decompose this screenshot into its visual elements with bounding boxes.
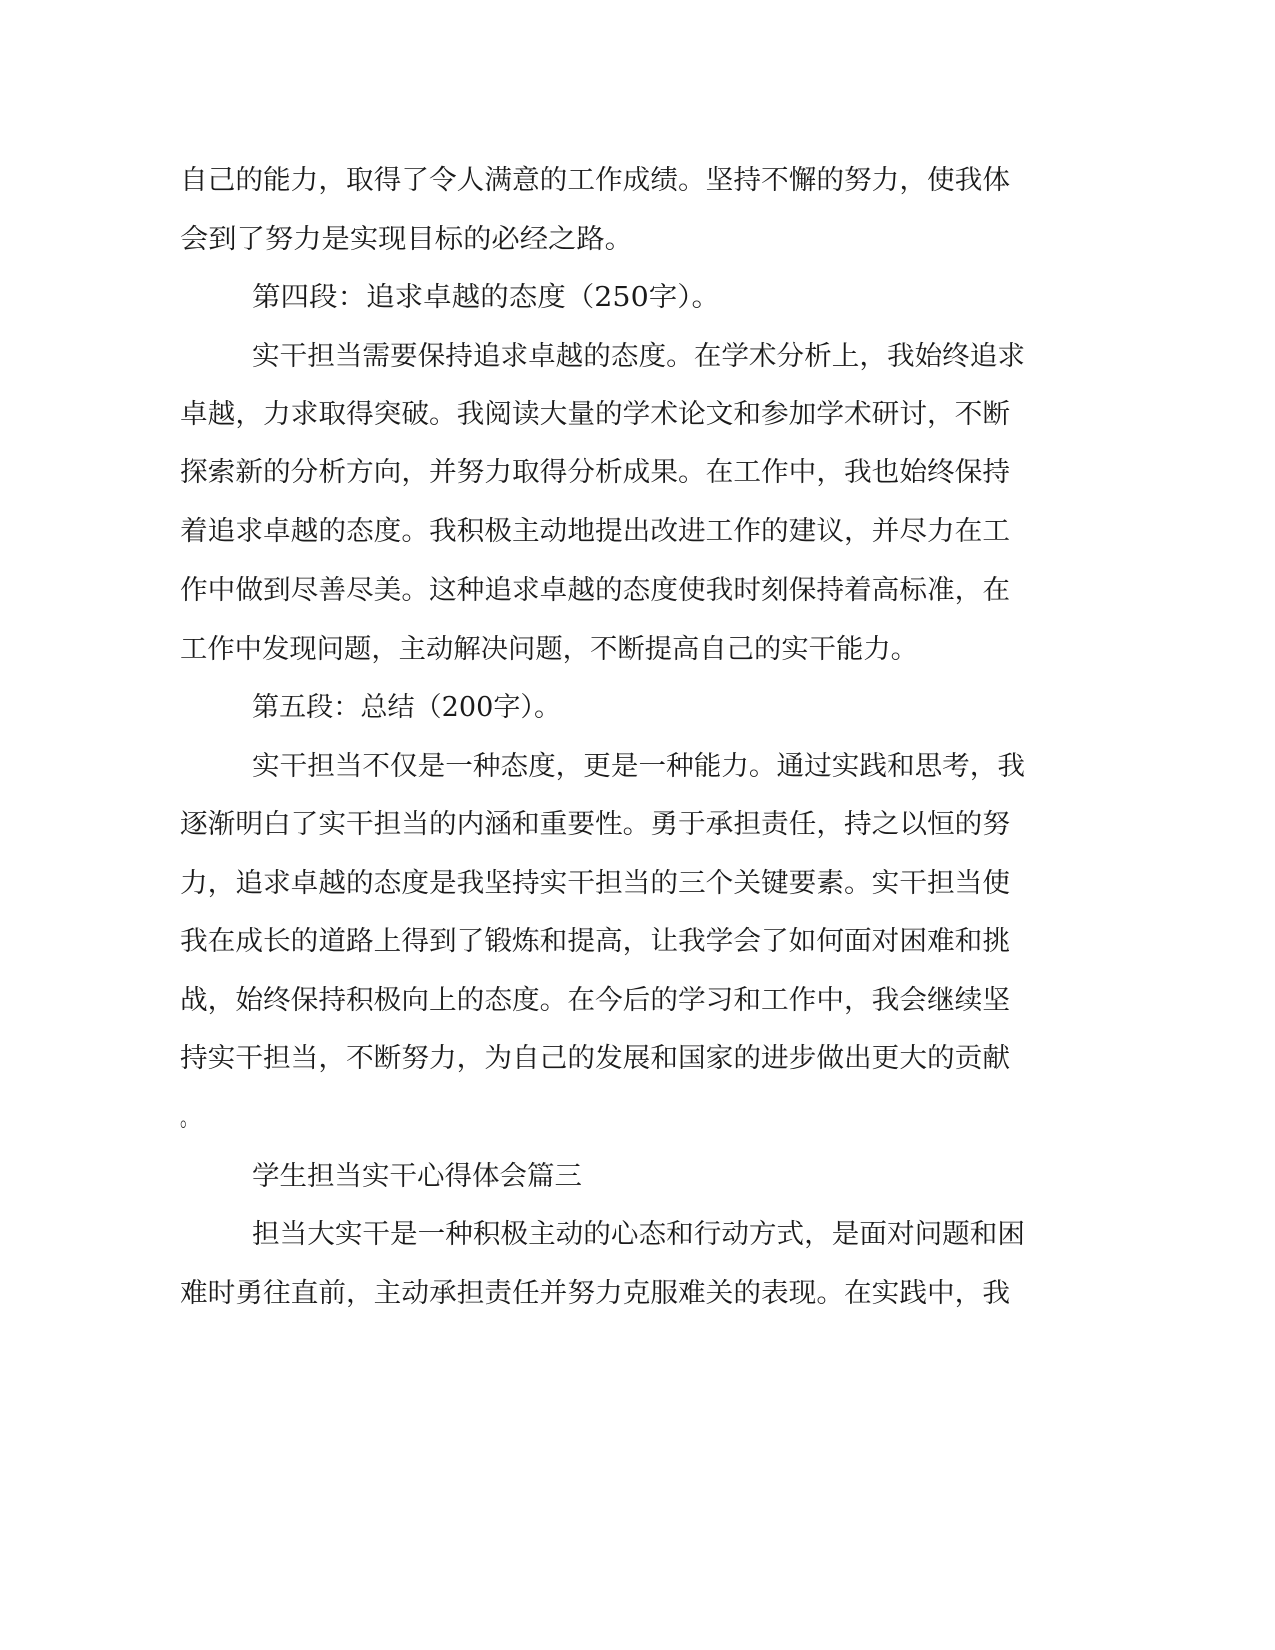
text-line: 着追求卓越的态度。我积极主动地提出改进工作的建议，并尽力在工 bbox=[180, 516, 1010, 547]
text-line: 难时勇往直前，主动承担责任并努力克服难关的表现。在实践中，我 bbox=[180, 1278, 1010, 1309]
text-line: 我在成长的道路上得到了锻炼和提高，让我学会了如何面对困难和挑 bbox=[180, 926, 1010, 957]
text-line: 持实干担当，不断努力，为自己的发展和国家的进步做出更大的贡献 bbox=[180, 1043, 1010, 1074]
text-line: 探索新的分析方向，并努力取得分析成果。在工作中，我也始终保持 bbox=[180, 457, 1010, 488]
text-line: 担当大实干是一种积极主动的心态和行动方式，是面对问题和困 bbox=[252, 1219, 1025, 1250]
text-line: 战，始终保持积极向上的态度。在今后的学习和工作中，我会继续坚 bbox=[180, 985, 1010, 1016]
text-line: 力，追求卓越的态度是我坚持实干担当的三个关键要素。实干担当使 bbox=[180, 868, 1010, 899]
text-line: 会到了努力是实现目标的必经之路。 bbox=[180, 224, 633, 255]
text-line: 工作中发现问题，主动解决问题，不断提高自己的实干能力。 bbox=[180, 634, 918, 665]
text-line: 实干担当不仅是一种态度，更是一种能力。通过实践和思考，我 bbox=[252, 751, 1025, 782]
text-line: 。 bbox=[180, 1102, 198, 1133]
text-line: 逐渐明白了实干担当的内涵和重要性。勇于承担责任，持之以恒的努 bbox=[180, 809, 1010, 840]
text-line: 自己的能力，取得了令人满意的工作成绩。坚持不懈的努力，使我体 bbox=[180, 165, 1010, 196]
section-heading: 第五段：总结（200字）。 bbox=[252, 692, 562, 723]
section-heading: 学生担当实干心得体会篇三 bbox=[252, 1161, 582, 1192]
text-line: 卓越，力求取得突破。我阅读大量的学术论文和参加学术研讨，不断 bbox=[180, 399, 1010, 430]
section-heading: 第四段：追求卓越的态度（250字）。 bbox=[252, 282, 721, 313]
text-line: 实干担当需要保持追求卓越的态度。在学术分析上，我始终追求 bbox=[252, 341, 1025, 372]
text-line: 作中做到尽善尽美。这种追求卓越的态度使我时刻保持着高标准，在 bbox=[180, 575, 1010, 606]
